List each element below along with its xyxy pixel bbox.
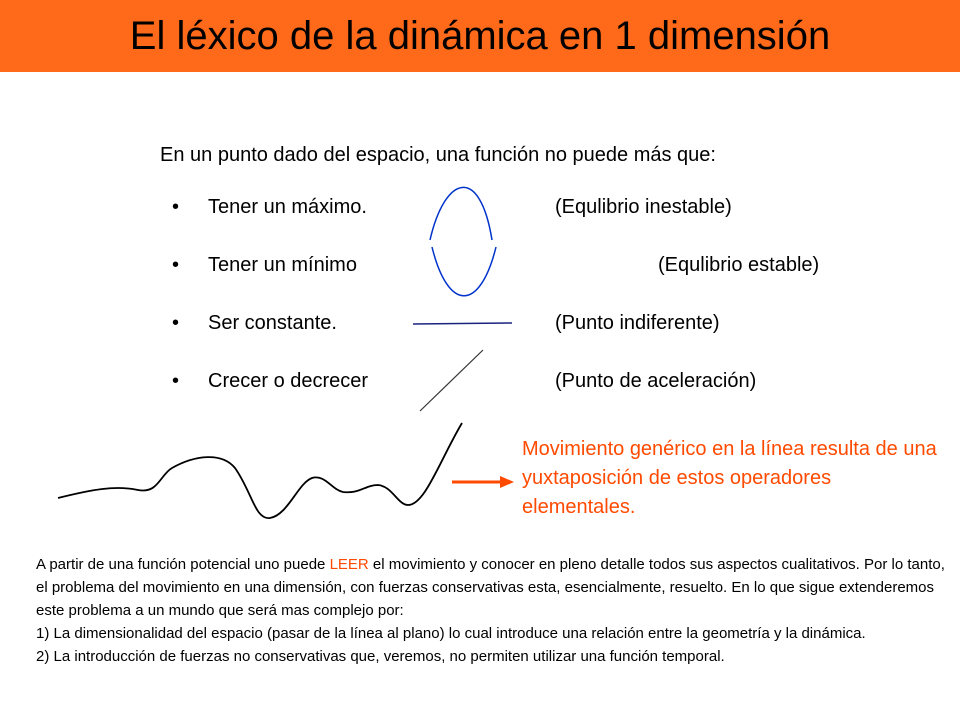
bullet-grow-text: Crecer o decrecer bbox=[208, 370, 369, 392]
explanation-text bbox=[36, 553, 946, 668]
maximum-curve bbox=[430, 187, 492, 240]
note-stable-equilibrium: (Equlibrio estable) bbox=[658, 254, 820, 276]
generic-potential-curve bbox=[58, 423, 462, 518]
bullet-symbol: • bbox=[172, 196, 180, 218]
note-indifferent-point: (Punto indiferente) bbox=[555, 312, 720, 334]
note-unstable-equilibrium: (Equlibrio inestable) bbox=[555, 196, 732, 218]
leer-highlight: LEER bbox=[329, 556, 369, 573]
bullet-constant-text: Ser constante. bbox=[208, 312, 337, 334]
minimum-curve bbox=[432, 247, 496, 296]
page-title: El léxico de la dinámica en 1 dimensión bbox=[129, 14, 831, 58]
explanation-part1: A partir de una función potencial uno puede bbox=[36, 556, 330, 573]
list-item: 2) La introducción de fuerzas no conservativas que, veremos, no permiten utilizar una función temporal. bbox=[36, 648, 725, 665]
bullet-minimum-text: Tener un mínimo bbox=[208, 254, 357, 276]
generic-motion-note: Movimiento genérico en la línea resulta de una yuxtaposición de estos operadores elementales. bbox=[522, 438, 937, 518]
bullet-symbol: • bbox=[172, 312, 180, 334]
bullet-symbol: • bbox=[172, 254, 180, 276]
explanation-paragraph bbox=[36, 553, 946, 622]
list-item: 1) La dimensionalidad del espacio (pasar de la línea al plano) lo cual introduce una relación entre la geometría y la dinámica. bbox=[36, 625, 866, 642]
bullet-symbol: • bbox=[172, 370, 180, 392]
explanation-part2: el movimiento y conocer en pleno detalle todos sus aspectos cualitativos. Por lo tanto, el problema del movimiento en una dimensión, con fuerzas conservativas esta, esencialmente, resuelto. En lo que sigue extenderemos este problema a un mundo que será mas complejo por: bbox=[36, 556, 945, 619]
intro-text: En un punto dado del espacio, una función no puede más que: bbox=[160, 144, 716, 166]
slope-line bbox=[420, 350, 483, 411]
note-acceleration-point: (Punto de aceleración) bbox=[555, 370, 757, 392]
constant-line bbox=[413, 323, 512, 324]
arrow-head bbox=[500, 476, 514, 488]
bullet-maximum-text: Tener un máximo. bbox=[208, 196, 367, 218]
